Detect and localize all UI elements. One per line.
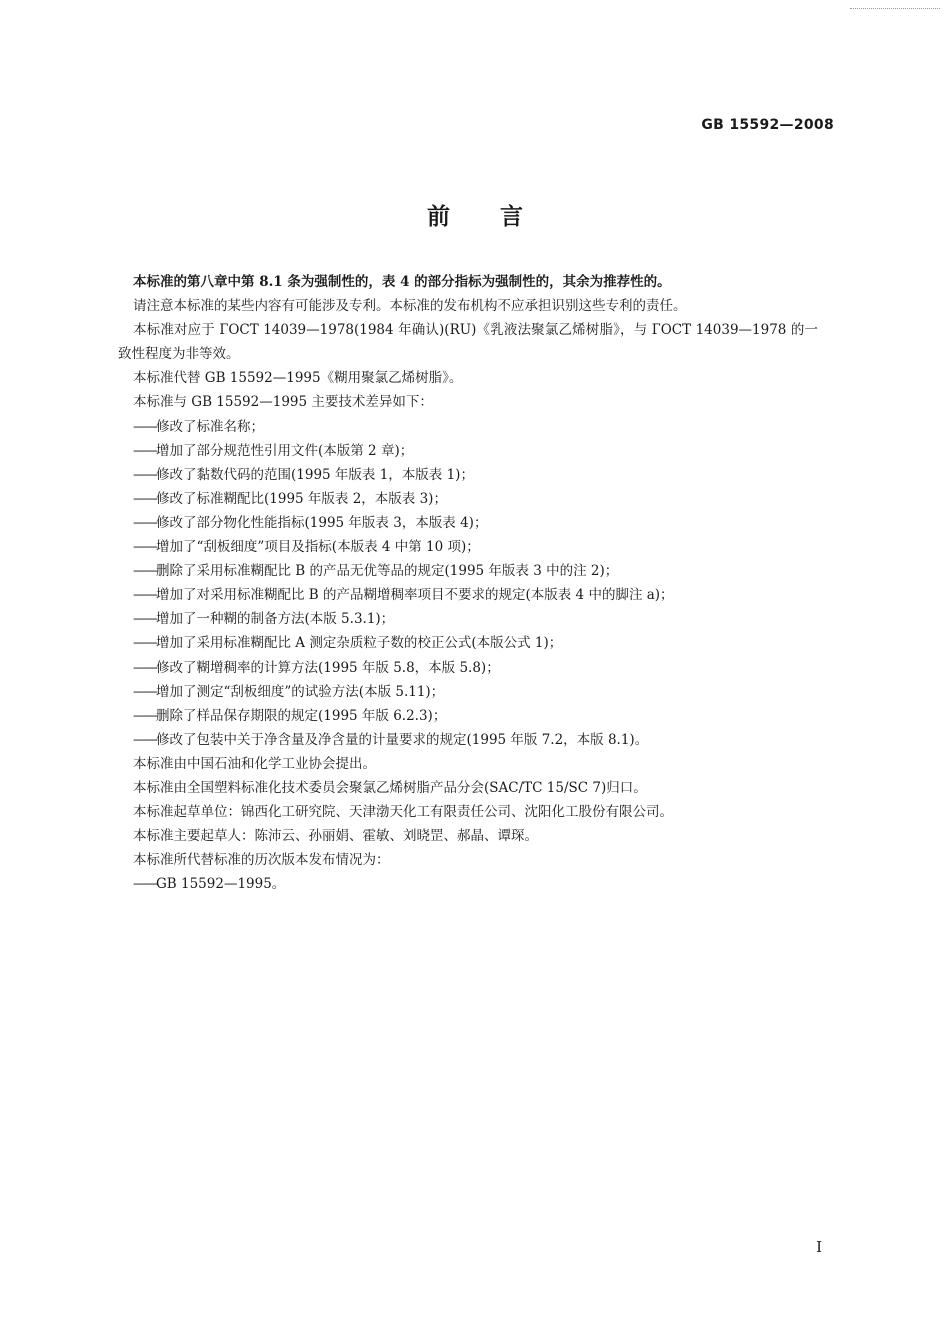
dash-mark: —— xyxy=(133,539,156,556)
mandatory-statement: 本标准的第八章中第 8.1 条为强制性的，表 4 的部分指标为强制性的，其余为推荐性的。 xyxy=(133,274,671,290)
history-intro: 本标准所代替标准的历次版本发布情况为： xyxy=(133,852,390,869)
list-item: ——增加了一种糊的制备方法(本版 5.3.1)； xyxy=(133,611,395,628)
drafting-organizations: 本标准起草单位：锦西化工研究院、天津渤天化工有限责任公司、沈阳化工股份有限公司。 xyxy=(133,804,673,821)
list-item: ——增加了测定“刮板细度”的试验方法(本版 5.11)； xyxy=(133,683,445,700)
page-title: 前言 xyxy=(427,204,573,230)
list-item: ——删除了采用标准糊配比 B 的产品无优等品的规定(1995 年版表 3 中的注 2)； xyxy=(133,563,619,580)
dash-mark: —— xyxy=(133,418,156,435)
dash-mark: —— xyxy=(133,514,156,531)
proposer-statement: 本标准由中国石油和化学工业协会提出。 xyxy=(133,755,376,772)
changes-list xyxy=(118,415,818,752)
list-item: ——修改了包装中关于净含量及净含量的计量要求的规定(1995 年版 7.2，本版 8.1)。 xyxy=(133,731,649,748)
correspondence-statement: 本标准对应于 ГОСТ 14039—1978(1984 年确认)(RU)《乳液法聚氯乙烯树脂》，与 ГОСТ 14039—1978 的一致性程度为非等效。 xyxy=(118,322,818,363)
list-item: ——增加了对采用标准糊配比 B 的产品糊增稠率项目不要求的规定(本版表 4 中的脚注 a)； xyxy=(133,587,674,604)
differences-intro: 本标准与 GB 15592—1995 主要技术差异如下： xyxy=(133,394,433,411)
dash-mark: —— xyxy=(133,659,156,676)
dash-mark: —— xyxy=(133,635,156,652)
list-item: ——修改了糊增稠率的计算方法(1995 年版 5.8，本版 5.8)； xyxy=(133,659,500,676)
list-item: ——增加了采用标准糊配比 A 测定杂质粒子数的校正公式(本版公式 1)； xyxy=(133,635,563,652)
list-item: ——修改了标准名称； xyxy=(133,418,264,435)
dash-mark: —— xyxy=(133,587,156,604)
responsible-committee: 本标准由全国塑料标准化技术委员会聚氯乙烯树脂产品分会(SAC/TC 15/SC 7)归口。 xyxy=(133,779,647,796)
dash-mark: —— xyxy=(133,611,156,628)
standard-code: GB 15592—2008 xyxy=(701,117,834,133)
list-item: ——删除了样品保存期限的规定(1995 年版 6.2.3)； xyxy=(133,707,447,724)
list-item: ——修改了标准糊配比(1995 年版表 2，本版表 3)； xyxy=(133,490,447,507)
dash-mark: —— xyxy=(133,683,156,700)
list-item: ——GB 15592—1995。 xyxy=(133,876,286,893)
dash-mark: —— xyxy=(133,707,156,724)
drafters: 本标准主要起草人：陈沛云、孙丽娟、霍敏、刘晓罡、郝晶、谭琛。 xyxy=(133,828,538,845)
dash-mark: —— xyxy=(133,466,156,483)
dash-mark: —— xyxy=(133,490,156,507)
dash-mark: —— xyxy=(133,563,156,580)
patent-notice: 请注意本标准的某些内容有可能涉及专利。本标准的发布机构不应承担识别这些专利的责任。 xyxy=(133,298,687,315)
page-number: I xyxy=(816,1238,822,1256)
top-rule xyxy=(850,8,940,9)
dash-mark: —— xyxy=(133,442,156,459)
dash-mark: —— xyxy=(133,731,156,748)
replacement-statement: 本标准代替 GB 15592—1995《糊用聚氯乙烯树脂》。 xyxy=(133,370,463,387)
list-item: ——增加了“刮板细度”项目及指标(本版表 4 中第 10 项)； xyxy=(133,539,480,556)
list-item: ——增加了部分规范性引用文件(本版第 2 章)； xyxy=(133,442,414,459)
history-list xyxy=(118,872,818,896)
foreword-body xyxy=(118,270,818,896)
dash-mark: —— xyxy=(133,876,156,893)
list-item: ——修改了部分物化性能指标(1995 年版表 3，本版表 4)； xyxy=(133,514,488,531)
list-item: ——修改了黏数代码的范围(1995 年版表 1，本版表 1)； xyxy=(133,466,474,483)
